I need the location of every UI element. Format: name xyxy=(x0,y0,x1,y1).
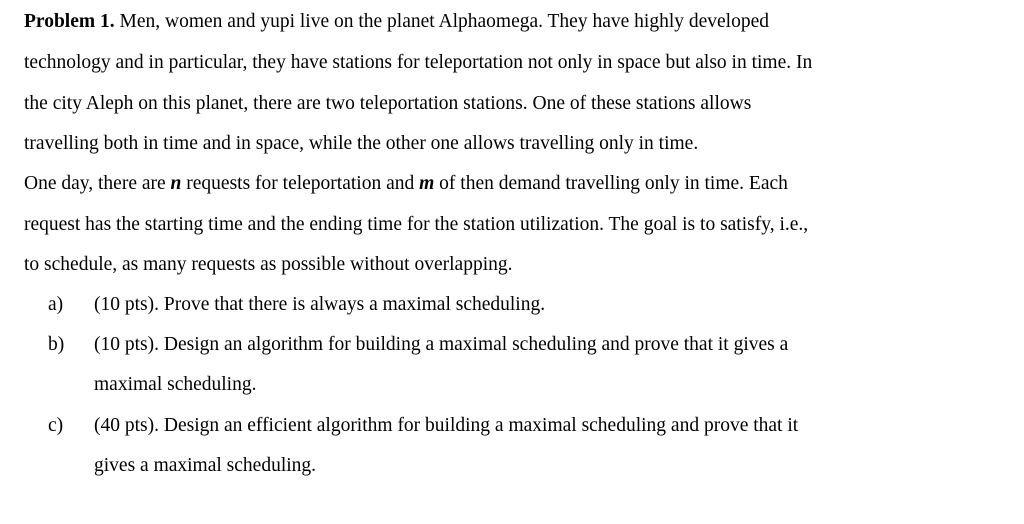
problem-line-2: technology and in particular, they have stations for teleportation not only in space but also in time. In xyxy=(24,52,813,73)
problem-line-5-part-b: requests for teleportation and xyxy=(181,173,420,194)
variable-m: m xyxy=(419,173,435,194)
problem-line-7: to schedule, as many requests as possible without overlapping. xyxy=(24,254,513,275)
problem-line-5-part-c: of then demand travelling only in time. Each xyxy=(434,173,788,194)
item-b-text: (10 pts). Design an algorithm for building a maximal scheduling and prove that it gives a xyxy=(94,334,789,355)
item-a-text: (10 pts). Prove that there is always a maximal scheduling. xyxy=(94,294,546,315)
item-c-continuation: gives a maximal scheduling. xyxy=(94,455,317,476)
problem-line-5 xyxy=(24,172,788,196)
problem-line-1-text: Men, women and yupi live on the planet Alphaomega. They have highly developed xyxy=(114,11,769,32)
problem-line-1 xyxy=(24,10,769,34)
problem-line-5-part-a: One day, there are xyxy=(24,173,171,194)
problem-line-6: request has the starting time and the ending time for the station utilization. The goal is to satisfy, i.e., xyxy=(24,214,809,235)
problem-line-3: the city Aleph on this planet, there are two teleportation stations. One of these stations allows xyxy=(24,93,752,114)
item-c-label: c) xyxy=(48,415,64,436)
problem-line-4: travelling both in time and in space, while the other one allows travelling only in time. xyxy=(24,133,699,154)
problem-heading: Problem 1. xyxy=(24,11,115,32)
item-a-label: a) xyxy=(48,294,64,315)
item-b-label: b) xyxy=(48,334,65,355)
variable-n: n xyxy=(170,173,182,194)
item-c-text: (40 pts). Design an efficient algorithm for building a maximal scheduling and prove that it xyxy=(94,415,799,436)
item-b-continuation: maximal scheduling. xyxy=(94,374,257,395)
